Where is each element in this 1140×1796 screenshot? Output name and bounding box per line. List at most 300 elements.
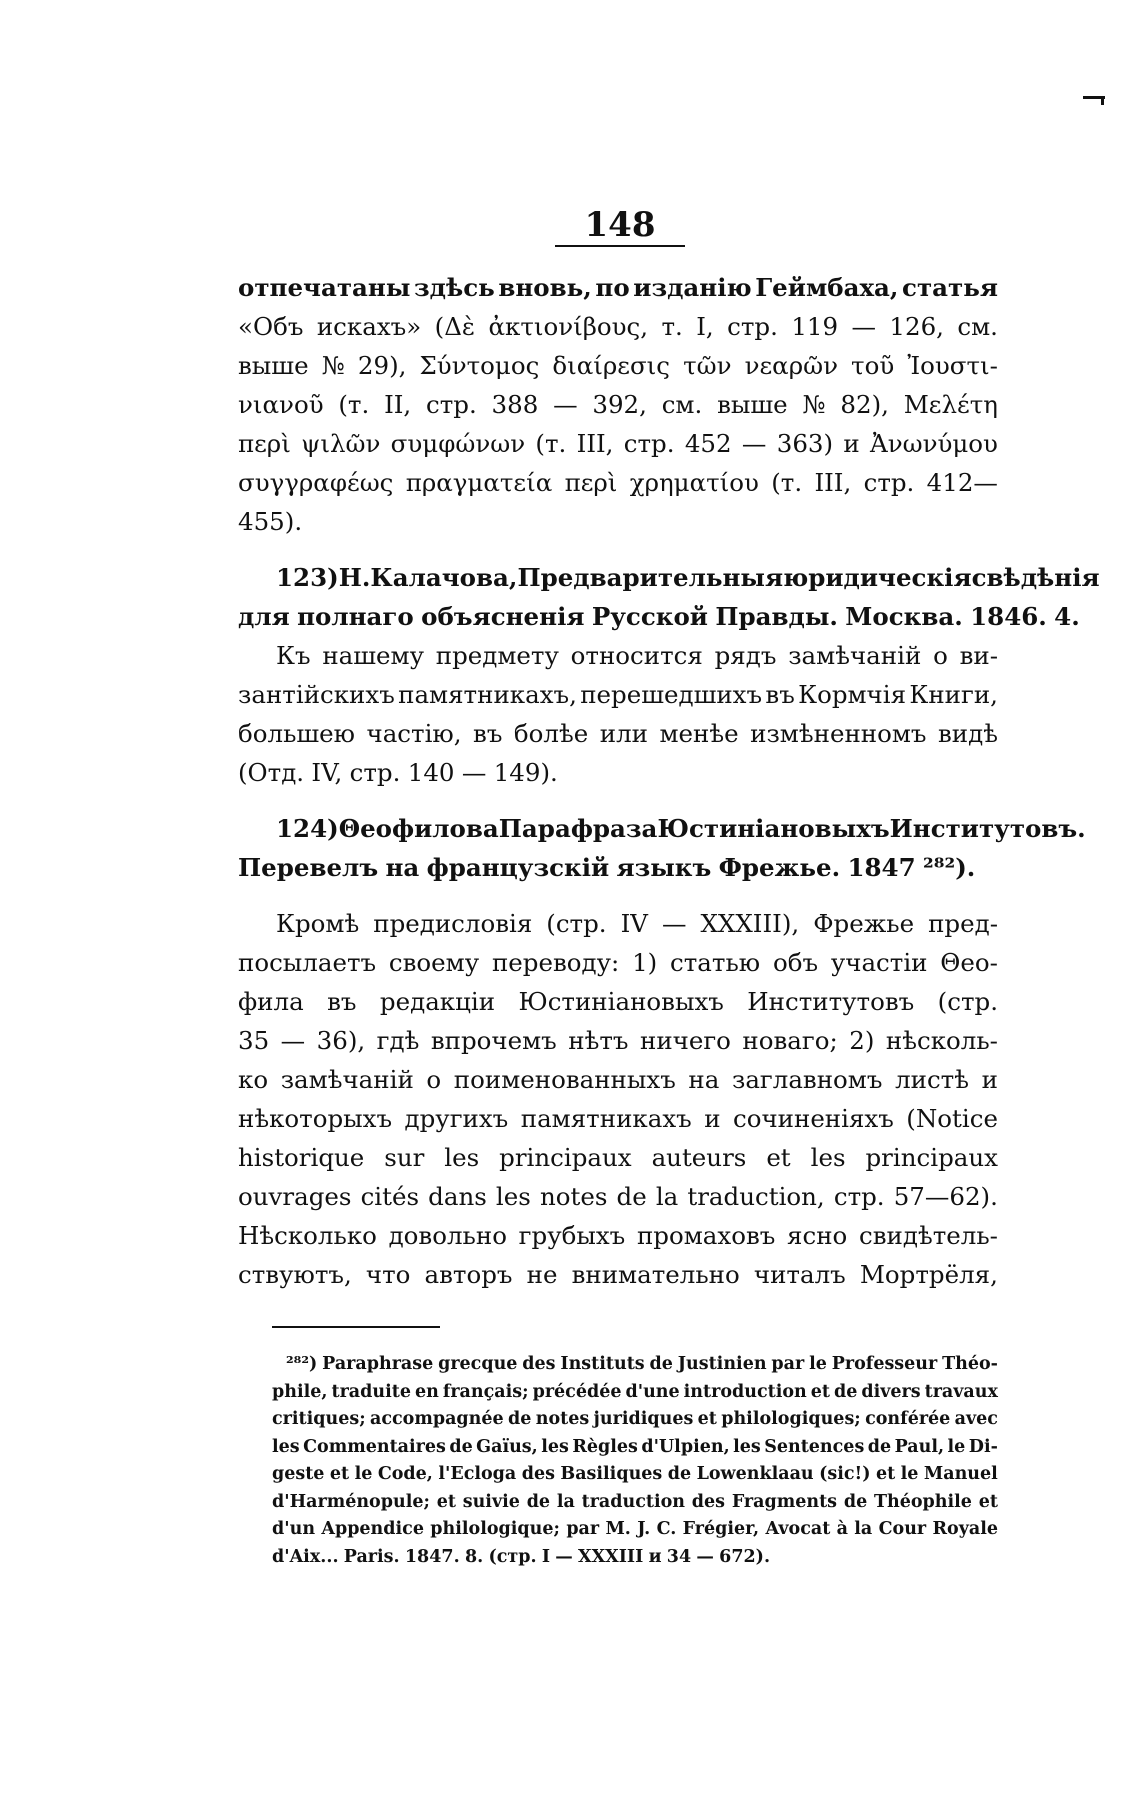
word: 29), — [357, 351, 407, 380]
word: II, — [384, 390, 412, 419]
word: рядъ — [714, 641, 777, 670]
word: 388 — [491, 390, 539, 419]
word: — — [553, 390, 578, 419]
word: гдѣ — [376, 1026, 420, 1055]
word: phile, — [272, 1381, 328, 1402]
word: Предварительныя — [517, 563, 784, 592]
word: читалъ — [753, 1260, 846, 1289]
word: de — [867, 1436, 892, 1457]
word: traduction, — [687, 1182, 825, 1211]
word: 392, — [592, 390, 647, 419]
word: introduction — [683, 1381, 807, 1402]
word: de — [508, 1409, 532, 1429]
text-line — [238, 1255, 998, 1294]
word: видѣ — [938, 719, 998, 748]
text-line — [238, 675, 998, 714]
body-text — [238, 268, 1100, 1294]
word: le — [809, 1354, 827, 1374]
word: J. — [637, 1519, 651, 1539]
word: на — [688, 1065, 720, 1094]
word: здѣсь — [414, 273, 495, 302]
word: notes — [535, 1409, 590, 1429]
footnote — [272, 1351, 998, 1571]
word: своему — [388, 948, 480, 977]
word: Ἰουστι- — [907, 351, 998, 380]
word: philologique; — [430, 1519, 560, 1539]
word: по — [595, 273, 630, 302]
word: Правды. — [715, 602, 838, 631]
text-line — [238, 1138, 998, 1177]
word: — — [280, 1026, 306, 1055]
word: νεαρῶν — [744, 351, 838, 380]
text-line — [238, 809, 1086, 848]
word: 1847 — [847, 853, 916, 882]
word: Di- — [968, 1436, 998, 1457]
footnote-line — [272, 1544, 998, 1572]
word: нашему — [322, 641, 425, 670]
word: языкъ — [616, 853, 712, 882]
word: Кормчія — [798, 680, 907, 709]
word: стр. — [349, 758, 401, 787]
word: грубыхъ — [518, 1221, 626, 1250]
word: новаго; — [742, 1026, 838, 1055]
word: — — [661, 909, 687, 938]
word: Юстиніановыхъ — [518, 987, 724, 1016]
footnote-rule — [272, 1326, 440, 1328]
word: Фрежье. — [718, 853, 841, 882]
word: la — [556, 1491, 575, 1512]
footnote-line — [272, 1461, 998, 1489]
word: (стр. — [546, 909, 607, 938]
text-line — [238, 307, 998, 346]
word: большею — [238, 719, 356, 748]
word: Paul, — [894, 1436, 945, 1457]
word: пред- — [928, 909, 998, 938]
word: Royale — [932, 1519, 998, 1539]
word: d'un — [272, 1519, 316, 1539]
word: 123) — [276, 563, 339, 592]
page-number-rule — [555, 245, 685, 247]
word: et — [436, 1491, 456, 1512]
word: ничего — [639, 1026, 731, 1055]
word: Code, — [377, 1464, 433, 1484]
word: ко — [238, 1065, 269, 1094]
footnote-line — [272, 1489, 998, 1517]
word: въ — [473, 719, 503, 748]
word: τοῦ — [851, 351, 895, 380]
word: cités — [360, 1182, 420, 1211]
word: IV — [620, 909, 648, 938]
word: M. — [605, 1519, 631, 1539]
word: de — [649, 1354, 673, 1374]
word: поименованныхъ — [453, 1065, 676, 1094]
word: другихъ — [404, 1104, 509, 1133]
word: стр. — [833, 1182, 885, 1211]
word: le — [900, 1464, 919, 1484]
word: и — [843, 429, 860, 458]
word: — — [741, 429, 767, 458]
word: Мортрёля, — [859, 1260, 998, 1289]
text-line — [238, 943, 998, 982]
word: conférée — [865, 1409, 951, 1429]
word: geste — [272, 1464, 325, 1484]
word: 1846. — [970, 602, 1047, 631]
word: ouvrages — [238, 1182, 352, 1211]
word: Къ — [276, 641, 311, 670]
word: свидѣтель- — [859, 1221, 998, 1250]
word: Théophile — [873, 1491, 972, 1512]
word: болѣе — [513, 719, 589, 748]
word: en — [414, 1381, 439, 1402]
word: d'Harménopule; — [272, 1491, 430, 1512]
word: principaux — [865, 1143, 998, 1172]
text-line — [238, 502, 998, 541]
word: относится — [570, 641, 703, 670]
word: памятникахъ, — [398, 680, 577, 709]
word: предисловія — [373, 909, 533, 938]
word: le — [947, 1436, 966, 1457]
word: Калачова, — [370, 563, 518, 592]
word: см. — [957, 312, 998, 341]
text-line — [238, 1021, 998, 1060]
word: des — [522, 1354, 556, 1374]
word: et — [766, 1143, 791, 1172]
text-line — [238, 558, 1100, 597]
word: 35 — [238, 1026, 270, 1055]
word: стр. — [623, 429, 675, 458]
word: Sentences — [764, 1436, 865, 1457]
word: заглавномъ — [731, 1065, 883, 1094]
text-line — [238, 982, 998, 1021]
word: Paris. — [343, 1546, 400, 1567]
word: principaux — [499, 1143, 632, 1172]
word: et — [697, 1409, 717, 1429]
word: juridiques — [593, 1409, 694, 1429]
word: и — [704, 1104, 721, 1133]
text-line — [238, 597, 1080, 636]
word: выше — [717, 390, 788, 419]
word: нѣкоторыхъ — [238, 1104, 393, 1133]
word: статья — [902, 273, 998, 302]
word: les — [810, 1143, 846, 1172]
word: не — [526, 1260, 558, 1289]
word: юридическія — [783, 563, 972, 592]
word: Commentaires — [303, 1436, 446, 1457]
word: critiques; — [272, 1409, 366, 1429]
word: стр. — [727, 312, 778, 341]
word: фила — [238, 987, 304, 1016]
word: de — [449, 1436, 473, 1457]
word: des — [521, 1464, 555, 1484]
word: Justinien — [677, 1354, 767, 1374]
word: les — [495, 1182, 531, 1211]
word: I — [541, 1546, 551, 1567]
text-line — [238, 424, 998, 463]
word: 126, — [889, 312, 944, 341]
word: 82), — [840, 390, 889, 419]
word: Σύντομος — [419, 351, 540, 380]
word: πραγματεία — [405, 468, 553, 497]
word: τῶν — [683, 351, 732, 380]
word: листѣ — [895, 1065, 970, 1094]
word: français; — [442, 1381, 529, 1402]
word: (стр. — [937, 987, 998, 1016]
word: объ — [772, 948, 819, 977]
footnote-line — [272, 1351, 998, 1379]
word: Юстиніановыхъ — [657, 814, 890, 843]
word: редакціи — [379, 987, 496, 1016]
word: № — [802, 390, 826, 419]
word: Règles — [572, 1436, 638, 1457]
word: — — [851, 312, 876, 341]
word: travaux — [924, 1381, 998, 1402]
word: — — [696, 1546, 714, 1567]
word: о — [933, 641, 948, 670]
word: Н. — [338, 563, 371, 592]
word: des — [691, 1491, 726, 1512]
word: полнаго — [297, 602, 414, 631]
text-line — [238, 753, 998, 792]
word: нѣтъ — [568, 1026, 629, 1055]
word: (т. — [771, 468, 803, 497]
word: συγγραφέως — [238, 468, 394, 497]
word: искахъ» — [316, 312, 422, 341]
word: 57—62). — [893, 1182, 998, 1211]
word: XXXIII — [578, 1546, 644, 1567]
word: посылаетъ — [238, 948, 377, 977]
word: par — [566, 1519, 600, 1539]
text-line — [238, 636, 998, 675]
word: впрочемъ — [430, 1026, 557, 1055]
word: C. — [656, 1519, 677, 1539]
word: et — [875, 1464, 896, 1484]
word: стр. — [426, 390, 477, 419]
word: par — [771, 1354, 805, 1374]
corner-mark — [1083, 92, 1105, 104]
word: Fragments — [731, 1491, 838, 1512]
word: довольно — [388, 1221, 507, 1250]
text-line — [238, 385, 998, 424]
text-line — [238, 848, 998, 887]
word: и — [648, 1546, 662, 1567]
word: стр. — [863, 468, 915, 497]
word: свѣдѣнія — [971, 563, 1100, 592]
word: 1847. — [404, 1546, 460, 1567]
word: 149). — [493, 758, 558, 787]
page-number: 148 — [584, 205, 656, 245]
word: Фрежье — [813, 909, 915, 938]
word: въ — [765, 680, 795, 709]
word: измѣненномъ — [750, 719, 927, 748]
text-line — [238, 714, 998, 753]
text-line — [238, 1177, 998, 1216]
word: de — [616, 1182, 647, 1211]
word: памятникахъ — [520, 1104, 692, 1133]
word: avec — [954, 1409, 998, 1429]
word: ²⁸²) — [286, 1354, 318, 1374]
text-line — [238, 904, 998, 943]
word: Professeur — [831, 1354, 938, 1374]
word: Gaïus, — [476, 1436, 538, 1457]
word: см. — [661, 390, 703, 419]
word: suivie — [462, 1491, 520, 1512]
word: (т. — [535, 429, 567, 458]
word: изданію — [633, 273, 752, 302]
word: Перевелъ — [238, 853, 379, 882]
word: 8. — [464, 1546, 484, 1567]
word: notes — [539, 1182, 608, 1211]
footnote-line — [272, 1379, 998, 1407]
word: les — [272, 1436, 300, 1457]
word: IV, — [311, 758, 343, 787]
word: Книги, — [909, 680, 998, 709]
word: ясно — [787, 1221, 848, 1250]
word: historique — [238, 1143, 365, 1172]
word: или — [599, 719, 648, 748]
word: № — [321, 351, 345, 380]
word: 1) — [632, 948, 658, 977]
word: divers — [861, 1381, 921, 1402]
word: III, — [814, 468, 852, 497]
word: accompagnée — [370, 1409, 504, 1429]
footnote-line — [272, 1434, 998, 1462]
word: зантійскихъ — [238, 680, 395, 709]
word: замѣчаній — [280, 1065, 414, 1094]
word: и — [981, 1065, 998, 1094]
word: (Отд. — [238, 758, 305, 787]
word: нѣсколь- — [885, 1026, 998, 1055]
word: промаховъ — [636, 1221, 776, 1250]
word: въ — [327, 987, 357, 1016]
word: замѣчаній — [788, 641, 922, 670]
word: Геймбаха, — [755, 273, 899, 302]
word: Appendice — [321, 1519, 424, 1539]
word: διαίρεσις — [552, 351, 671, 380]
word: Basiliques — [560, 1464, 663, 1484]
word: что — [365, 1260, 411, 1289]
word: Θео- — [940, 948, 998, 977]
word: (Δὲ — [434, 312, 476, 341]
word: частію, — [366, 719, 462, 748]
word: l'Ecloga — [438, 1464, 517, 1484]
word: ἀκτιονίβους, — [488, 312, 649, 341]
word: менѣе — [659, 719, 739, 748]
word: Lowenklaau — [696, 1464, 814, 1484]
word: sur — [384, 1143, 425, 1172]
word: 2) — [849, 1026, 875, 1055]
word: Instituts — [560, 1354, 645, 1374]
word: на — [385, 853, 420, 882]
word: de — [833, 1381, 858, 1402]
corner-mark-tick — [1101, 96, 1104, 105]
word: о — [426, 1065, 442, 1094]
word: la — [655, 1182, 679, 1211]
word: philologiques; — [721, 1409, 861, 1429]
word: сочиненіяхъ — [732, 1104, 894, 1133]
word: 119 — [791, 312, 839, 341]
word: Ἀνωνύμου — [870, 429, 998, 458]
word: (sic!) — [819, 1464, 871, 1484]
word: вновь, — [498, 273, 592, 302]
word: ви- — [959, 641, 998, 670]
word: le — [354, 1464, 373, 1484]
word: ψιλῶν — [301, 429, 381, 458]
word: dans — [428, 1182, 487, 1211]
word: 140 — [407, 758, 455, 787]
word: les — [541, 1436, 569, 1457]
word: авторъ — [424, 1260, 513, 1289]
word: Институтовъ. — [889, 814, 1086, 843]
word: de — [526, 1491, 551, 1512]
text-line — [238, 1099, 998, 1138]
word: 672). — [719, 1546, 771, 1567]
word: 4. — [1054, 602, 1080, 631]
word: auteurs — [651, 1143, 747, 1172]
word: предмету — [435, 641, 559, 670]
word: для — [238, 602, 290, 631]
word: переводу: — [491, 948, 620, 977]
word: статью — [670, 948, 761, 977]
text-line — [238, 346, 998, 385]
word: περὶ — [564, 468, 618, 497]
word: et — [978, 1491, 998, 1512]
word: Frégier, — [682, 1519, 760, 1539]
word: французскій — [426, 853, 610, 882]
word: traduite — [331, 1381, 411, 1402]
word: Μελέτη — [903, 390, 998, 419]
word: Москва. — [845, 602, 963, 631]
word: XXXIII), — [700, 909, 800, 938]
word: (стр. — [488, 1546, 537, 1567]
word: νιανοῦ — [238, 390, 324, 419]
word: 412— — [926, 468, 998, 497]
word: d'Ulpien, — [641, 1436, 730, 1457]
word: Русской — [591, 602, 708, 631]
word: à — [836, 1519, 848, 1539]
word: Θеофилова — [338, 814, 499, 843]
text-line — [238, 1216, 998, 1255]
word: ²⁸²). — [923, 853, 976, 882]
text-line — [238, 268, 998, 307]
word: — — [555, 1546, 573, 1567]
word: Cour — [878, 1519, 927, 1539]
word: et — [329, 1464, 350, 1484]
word: Paraphrase — [322, 1354, 434, 1374]
word: de — [667, 1464, 692, 1484]
word: — — [461, 758, 487, 787]
word: внимательно — [571, 1260, 740, 1289]
word: 363) — [776, 429, 834, 458]
word: d'une — [625, 1381, 680, 1402]
footnote-line — [272, 1516, 998, 1544]
word: III, — [576, 429, 614, 458]
word: «Объ — [238, 312, 304, 341]
word: 124) — [276, 814, 339, 843]
text-line — [238, 1060, 998, 1099]
word: Институтовъ — [747, 987, 915, 1016]
word: de — [843, 1491, 868, 1512]
word: Théo- — [942, 1354, 998, 1374]
footnote-line — [272, 1406, 998, 1434]
word: объясненія — [421, 602, 585, 631]
word: d'Aix... — [272, 1546, 339, 1567]
word: (т. — [338, 390, 370, 419]
word: περὶ — [238, 429, 291, 458]
word: précédée — [532, 1381, 622, 1402]
word: Парафраза — [498, 814, 658, 843]
word: выше — [238, 351, 309, 380]
word: 34 — [666, 1546, 692, 1567]
